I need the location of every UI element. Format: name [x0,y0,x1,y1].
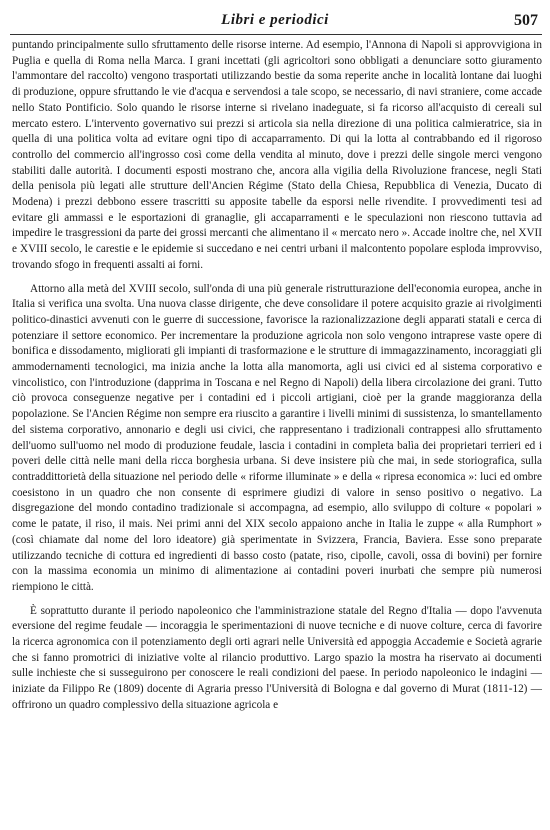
paragraph: È soprattutto durante il periodo napoleonico che l'amministrazione statale del Regno d'Italia — dopo l'avvenuta eversione del regime feudale — incoraggia le sperimentazioni di nuove tecniche e di nuove colture, cerca di favorire la ricerca agronomica con il potenziamento degli orti agrari nelle Università ed appoggia Accademie e Società agrarie che si fanno promotrici di iniziative volte al rilancio produttivo. Largo spazio la mostra ha riservato ai documenti sulle inchieste che si susseguirono per conoscere le reali condizioni del paese. In periodo napoleonico le indagini — iniziate da Filippo Re (1809) docente di Agraria presso l'Università di Bologna e dal governo di Murat (1811-12) — offrirono un quadro complessivo della situazione agricola e [12,604,542,711]
running-header [0,12,550,36]
article-body [12,38,542,714]
paragraph-gap [12,596,542,604]
paragraph-gap [12,274,542,282]
header-rule [10,34,542,35]
page-number: 507 [514,12,538,29]
paragraph: puntando principalmente sullo sfruttamento delle risorse interne. Ad esempio, l'Annona di Napoli si approvvigiona in Puglia e quella di Roma nella Marca. I grani incettati (gli agricoltori sono obbligati a denunciare sotto giuramento l'ammontare del raccolto) vengono trasportati utilizzando bestie da soma reperite anche in località lontane dai luoghi di produzione, oppure sfruttando le vie d'acqua e servendosi a tale scopo, se necessario, di navi straniere, come accade nello Stato Pontificio. Solo quando le risorse interne si rivelano inadeguate, si fa ricorso all'acquisto di cereali sul mercato estero. L'intervento governativo sui prezzi si articola sia nella direzione di una politica calmieratrice, sia in quella di una politica volta ad evitare ogni tipo di accaparramento. Di qui la lotta al contrabbando ed il rigoroso controllo del commercio all'ingrosso così come della vendita al minuto, dove i prezzi delle singole merci vengono stabiliti dalle autorità. I documenti esposti mostrano che, ancora alla vigilia della Rivoluzione francese, negli Stati della penisola più legati alle strutture dell'Ancien Régime (Stato della Chiesa, Repubblica di Venezia, Ducato di Modena) i prezzi debbono essere trascritti su apposite tabelle da esporsi nelle rivendite. I provvedimenti tesi ad evitare gli ammassi e le esportazioni di granaglie, gli accaparramenti e le speculazioni non riescono tuttavia ad impedire le trasgressioni da parte dei grossi mercanti che alimentano il « mercato nero ». Accade inoltre che, nel XVII e XVIII secolo, le carestie e le epidemie si succedano e nei centri urbani il malcontento popolare esploda improvviso, trovando sfogo in frequenti assalti ai forni. [12,39,542,271]
paragraph: Attorno alla metà del XVIII secolo, sull'onda di una più generale ristrutturazione dell'economia europea, anche in Italia si verifica una svolta. Una nuova classe dirigente, che deve consolidare il potere acquisito grazie ai rivolgimenti politico-dinastici avvenuti con le guerre di successione, favorisce la razionalizzazione degli apparati statali e cerca di potenziare il settore economico. Per incrementare la produzione agricola non solo vengono intraprese vaste opere di bonifica e dissodamento, migliorati gli impianti di trasformazione e le strutture di immagazzinamento, incoraggiati gli ammodernamenti tecnologici, ma inizia anche la lotta alla manomorta, agli usi civici ed al sistema corporativo e vincolistico, con l'introduzione (dapprima in Toscana e nel Regno di Napoli) della libera circolazione dei grani. Tutto ciò provoca conseguenze negative per i contadini ed i piccoli artigiani, cioè per la grande maggioranza della popolazione. Se l'Ancien Régime non sempre era riuscito a garantire i livelli minimi di sussistenza, lo smantellamento del sistema corporativo, annonario e degli usi civici, che rappresentano i tradizionali contrappesi allo sfruttamento dell'uomo sull'uomo nel modo di produzione feudale, lascia i contadini in completa balìa dei proprietari terrieri ed i poveri delle città nelle mani della ricca borghesia urbana. Si deve insistere più che mai, in sede storiografica, sulla contraddittorietà della situazione nel periodo delle « riforme illuminate » e della « ripresa economica »: luci ed ombre coesistono in un quadro che non consente di esprimere giudizi di valore in senso positivo o negativo. La disgregazione del mondo contadino tradizionale si accompagna, ad esempio, allo sviluppo di colture « popolari » come le patate, il riso, il mais. Nei primi anni del XIX secolo appaiono anche in Italia le zuppe « alla Rumphort » (così chiamate dal nome del loro ideatore) già sperimentate in Svizzera, Francia, Baviera. Esse sono preparate utilizzando tecniche di cottura ed ingredienti di basso costo (patate, riso, cipolle, cavoli, ossa di bovini) per fornire con la massima economia un minimo di alimentazione ai contadini poveri inurbati che sempre più numerosi riempiono le città. [12,282,542,593]
journal-section-title: Libri e periodici [221,12,329,28]
